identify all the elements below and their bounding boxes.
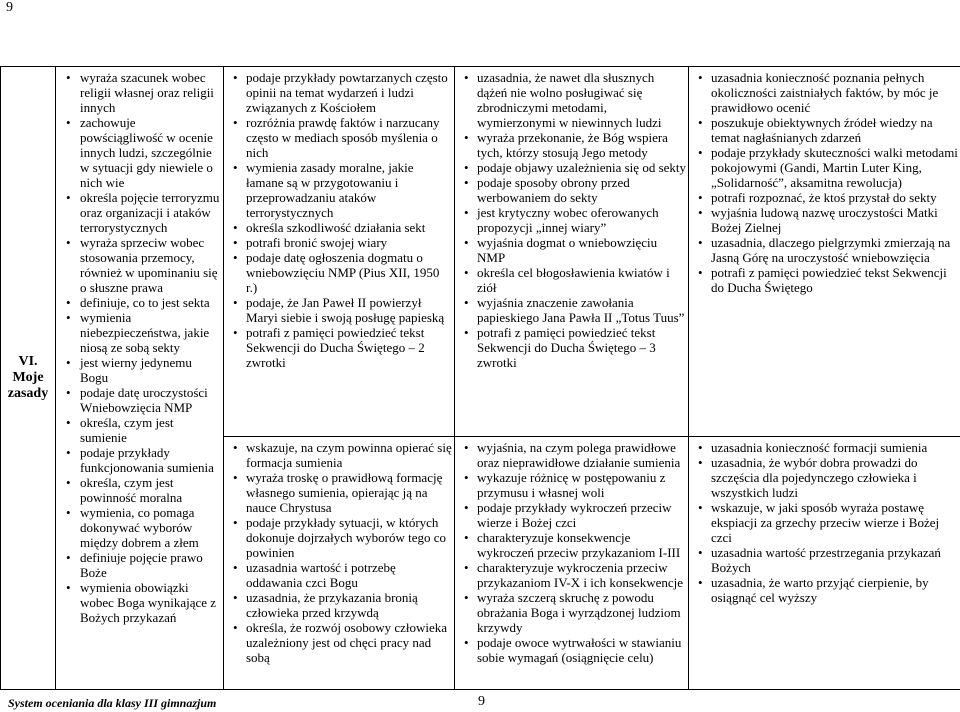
list-item: • podaje przykłady powtarzanych często opinii na temat wydarzeń i ludzi związanych z Kościołem <box>224 70 452 115</box>
footer-page-number: 9 <box>478 694 485 709</box>
row-1-column-3-cell <box>455 67 689 437</box>
list-item: • podaje objawy uzależnienia się od sekty <box>455 160 686 175</box>
column-1-list <box>56 70 221 625</box>
list-item: • wymienia obowiązki wobec Boga wynikające z Bożych przykazań <box>56 580 221 625</box>
footer-title: System oceniania dla klasy III gimnazjum <box>8 696 217 710</box>
row-2-column-4-cell <box>689 437 960 690</box>
list-item: • wskazuje, w jaki sposób wyraża postawę ekspiacji za grzechy przeciw wierze i Bożej czci <box>689 500 958 545</box>
row-2-column-2-cell <box>224 437 455 690</box>
list-item: • definiuje pojęcie prawo Boże <box>56 550 221 580</box>
row-1-column-3-list <box>455 70 686 370</box>
list-item: • określa, czym jest sumienie <box>56 415 221 445</box>
list-item: • zachowuje powściągliwość w ocenie innych ludzi, szczególnie w sytuacji gdy niewiele o nich wie <box>56 115 221 190</box>
section-title-line-1: Moje <box>12 370 44 385</box>
list-item: • uzasadnia, dlaczego pielgrzymki zmierzają na Jasną Górę na uroczystość wniebowzięcia <box>689 235 958 265</box>
column-1-cell <box>56 67 224 690</box>
section-title-line-2: zasady <box>7 386 49 401</box>
list-item: • poszukuje obiektywnych źródeł wiedzy na temat nagłaśnianych zdarzeń <box>689 115 958 145</box>
list-item: • definiuje, co to jest sekta <box>56 295 221 310</box>
list-item: • określa pojęcie terroryzmu oraz organizacji i ataków terrorystycznych <box>56 190 221 235</box>
list-item: • jest wierny jedynemu Bogu <box>56 355 221 385</box>
row-2-column-2-list <box>224 440 452 665</box>
list-item: • podaje sposoby obrony przed werbowaniem do sekty <box>455 175 686 205</box>
list-item: • wyjaśnia, na czym polega prawidłowe oraz nieprawidłowe działanie sumienia <box>455 440 686 470</box>
list-item: • określa cel błogosławienia kwiatów i ziół <box>455 265 686 295</box>
list-item: • uzasadnia wartość i potrzebę oddawania czci Bogu <box>224 560 452 590</box>
list-item: • uzasadnia konieczność formacji sumienia <box>689 440 958 455</box>
list-item: • wymienia niebezpieczeństwa, jakie niosą ze sobą sekty <box>56 310 221 355</box>
list-item: • potrafi bronić swojej wiary <box>224 235 452 250</box>
list-item: • wyjaśnia znaczenie zawołania papieskiego Jana Pawła II „Totus Tuus” <box>455 295 686 325</box>
row-2-column-3-list <box>455 440 686 665</box>
list-item: • wymienia zasady moralne, jakie łamane są w przygotowaniu i przeprowadzaniu ataków terrorystycznych <box>224 160 452 220</box>
list-item: • wyraża przekonanie, że Bóg wspiera tych, którzy stosują Jego metody <box>455 130 686 160</box>
list-item: • podaje przykłady wykroczeń przeciw wierze i Bożej czci <box>455 500 686 530</box>
row-2-column-3-cell <box>455 437 689 690</box>
list-item: • określa, że rozwój osobowy człowieka uzależniony jest od chęci pracy nad sobą <box>224 620 452 665</box>
row-1-column-4-list <box>689 70 958 295</box>
list-item: • podaje, że Jan Paweł II powierzył Maryi siebie i swoją posługę papieską <box>224 295 452 325</box>
list-item: • potrafi z pamięci powiedzieć tekst Sekwencji do Ducha Świętego – 2 zwrotki <box>224 325 452 370</box>
header-page-number: 9 <box>6 0 13 15</box>
list-item: • potrafi rozpoznać, że ktoś przystał do sekty <box>689 190 958 205</box>
list-item: • uzasadnia wartość przestrzegania przykazań Bożych <box>689 545 958 575</box>
list-item: • podaje datę ogłoszenia dogmatu o wniebowzięciu NMP (Pius XII, 1950 r.) <box>224 250 452 295</box>
list-item: • wymienia, co pomaga dokonywać wyborów między dobrem a złem <box>56 505 221 550</box>
list-item: • wyraża szczerą skruchę z powodu obrażania Boga i wyrządzonej ludziom krzywdy <box>455 590 686 635</box>
list-item: • wyraża szacunek wobec religii własnej oraz religii innych <box>56 70 221 115</box>
list-item: • potrafi z pamięci powiedzieć tekst Sekwencji do Ducha Świętego – 3 zwrotki <box>455 325 686 370</box>
list-item: • uzasadnia, że wybór dobra prowadzi do szczęścia dla pojedynczego człowieka i wszystkich ludzi <box>689 455 958 500</box>
section-label-cell <box>1 67 56 690</box>
list-item: • uzasadnia, że przykazania bronią człowieka przed krzywdą <box>224 590 452 620</box>
row-1-column-2-cell <box>224 67 455 437</box>
list-item: • wyraża troskę o prawidłową formację własnego sumienia, opierając ją na nauce Chrystusa <box>224 470 452 515</box>
list-item: • rozróżnia prawdę faktów i narzucany często w mediach sposób myślenia o nich <box>224 115 452 160</box>
row-1-column-4-cell <box>689 67 960 437</box>
section-number: VI. <box>18 354 38 369</box>
list-item: • uzasadnia, że nawet dla słusznych dążeń nie wolno posługiwać się zbrodniczymi metodami, wymierzonymi w niewinnych ludzi <box>455 70 686 130</box>
list-item: • określa szkodliwość działania sekt <box>224 220 452 235</box>
row-1-column-2-list <box>224 70 452 370</box>
list-item: • wyjaśnia ludową nazwę uroczystości Matki Bożej Zielnej <box>689 205 958 235</box>
row-2-column-4-list <box>689 440 958 605</box>
requirements-table <box>0 66 960 690</box>
list-item: • uzasadnia, że warto przyjąć cierpienie, by osiągnąć cel wyższy <box>689 575 958 605</box>
list-item: • wyjaśnia dogmat o wniebowzięciu NMP <box>455 235 686 265</box>
list-item: • podaje datę uroczystości Wniebowzięcia NMP <box>56 385 221 415</box>
list-item: • potrafi z pamięci powiedzieć tekst Sekwencji do Ducha Świętego <box>689 265 958 295</box>
list-item: • charakteryzuje wykroczenia przeciw przykazaniom IV-X i ich konsekwencje <box>455 560 686 590</box>
list-item: • wyraża sprzeciw wobec stosowania przemocy, również w upominaniu się o słuszne prawa <box>56 235 221 295</box>
list-item: • podaje przykłady skuteczności walki metodami pokojowymi (Gandi, Martin Luter King, „Solidarność”, aksamitna rewolucja) <box>689 145 958 190</box>
list-item: • podaje owoce wytrwałości w stawianiu sobie wymagań (osiągnięcie celu) <box>455 635 686 665</box>
list-item: • wskazuje, na czym powinna opierać się formacja sumienia <box>224 440 452 470</box>
list-item: • określa, czym jest powinność moralna <box>56 475 221 505</box>
list-item: • wykazuje różnicę w postępowaniu z przymusu i własnej woli <box>455 470 686 500</box>
list-item: • podaje przykłady sytuacji, w których dokonuje dojrzałych wyborów tego co powinien <box>224 515 452 560</box>
list-item: • uzasadnia konieczność poznania pełnych okoliczności zaistniałych faktów, by móc je prawidłowo ocenić <box>689 70 958 115</box>
list-item: • charakteryzuje konsekwencje wykroczeń przeciw przykazaniom I-III <box>455 530 686 560</box>
list-item: • jest krytyczny wobec oferowanych propozycji „innej wiary” <box>455 205 686 235</box>
list-item: • podaje przykłady funkcjonowania sumienia <box>56 445 221 475</box>
